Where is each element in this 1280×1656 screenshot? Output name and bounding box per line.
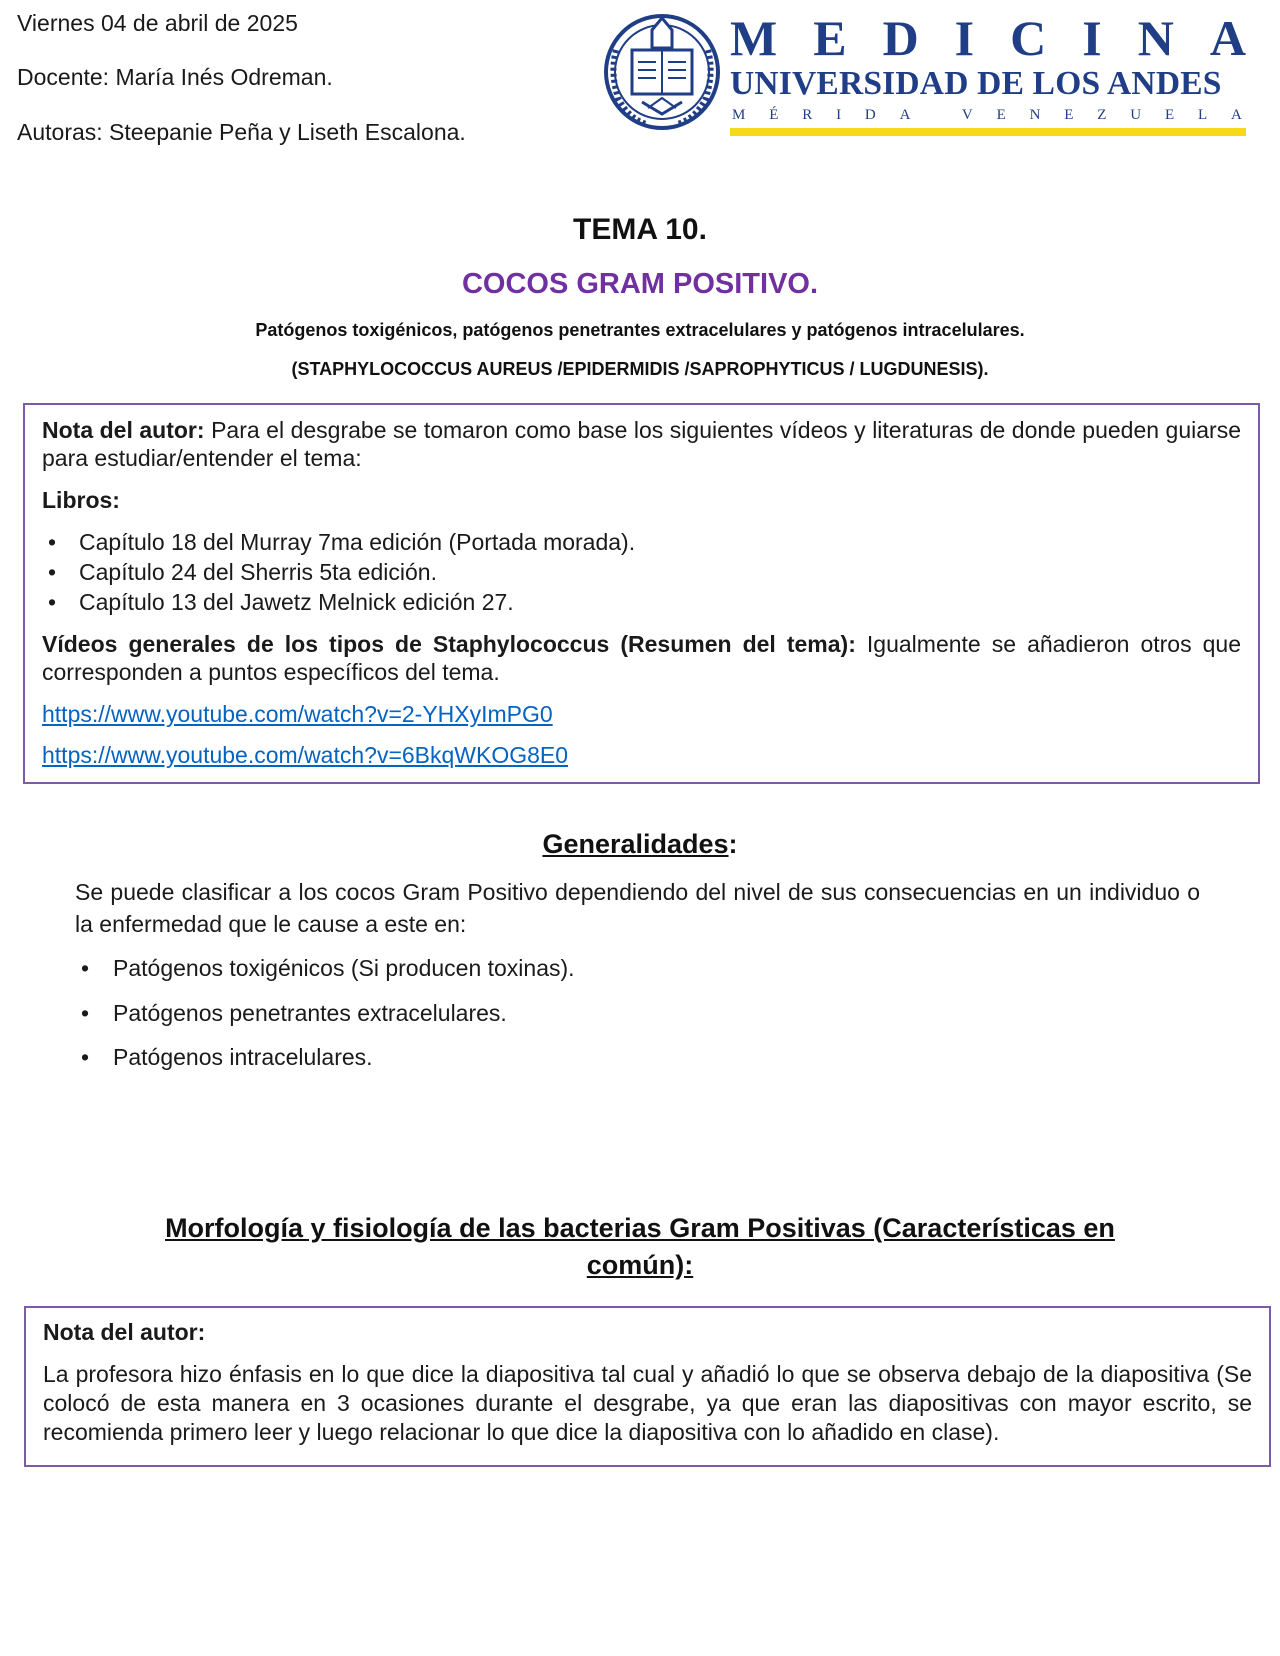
logo-letter: C [1010,10,1047,66]
logo-letter: A [1209,10,1246,66]
generalidades-intro: Se puede clasificar a los cocos Gram Positivo dependiendo del nivel de sus consecuencias en un individuo o la enfermedad que le cause a este en: [75,879,1200,937]
location-wordmark [732,106,1242,124]
book-item: Capítulo 13 del Jawetz Melnick edición 27. [79,589,514,615]
bullet-icon: • [80,955,90,981]
topic-subtitle: COCOS GRAM POSITIVO. [461,268,819,300]
logo-place-letter: E [1064,107,1074,123]
topic-description: Patógenos toxigénicos, patógenos penetrantes extracelulares y patógenos intracelulares. [255,320,1025,340]
logo-letter: E [813,10,847,66]
author-note-label: Nota del autor: [42,417,205,443]
morfologia-heading-line2 [0,1247,1280,1283]
logo-place-letter: L [1198,107,1208,123]
book-item: Capítulo 24 del Sherris 5ta edición. [79,559,437,585]
videos-text: Igualmente se añadieron otros que corresponden a puntos específicos del tema. [42,631,1241,685]
logo-place-letter: E [1164,107,1175,123]
authors-line: Autoras: Steepanie Peña y Liseth Escalona. [17,119,466,145]
logo-place-letter [934,106,938,124]
author-note-2-label: Nota del autor: [43,1319,206,1345]
university-name: UNIVERSIDAD DE LOS ANDES [730,65,1222,102]
morfologia-heading-text: Morfología y fisiología de las bacterias Gram Positivas (Características en [165,1213,1115,1243]
bullet-icon: • [47,589,57,615]
bullet-icon: • [47,559,57,585]
logo-place-letter: N [1029,107,1041,123]
author-note-box [23,403,1260,784]
morfologia-heading-line1 [0,1210,1280,1246]
book-item: Capítulo 18 del Murray 7ma edición (Portada morada). [79,529,636,555]
logo-letter: I [954,10,975,66]
topic-species: (STAPHYLOCOCCUS AUREUS /EPIDERMIDIS /SAPROPHYTICUS / LUGDUNESIS). [291,359,989,379]
medicina-ula-logo [602,10,1262,136]
logo-place-letter: R [802,107,813,123]
logo-yellow-bar [730,128,1246,136]
author-note-intro [42,416,1241,472]
logo-letter: M [730,10,778,66]
videos-label: Vídeos generales de los tipos de Staphylococcus (Resumen del tema): [42,631,856,657]
morfologia-heading-text-2: común): [586,1250,694,1280]
logo-place-letter: E [996,107,1006,123]
generalidades-heading-text: Generalidades [542,829,729,859]
logo-place-letter: M [732,107,746,123]
logo-letter: I [1082,10,1102,66]
author-note-2-text: La profesora hizo énfasis en lo que dice la diapositiva tal cual y añadió lo que se observa debajo de la diapositiva (Se colocó de esta manera en 3 ocasiones durante el desgrabe, ya que eran las diapositivas con mayor escrito, se recomienda primero leer y luego relacionar lo que dice la diapositiva con lo añadido en clase). [43,1361,1252,1445]
logo-place-letter: U [1130,107,1142,123]
logo-place-letter: Z [1097,107,1107,123]
logo-place-letter: V [961,107,973,123]
topic-title: TEMA 10. [573,213,707,246]
author-note-box-2 [24,1306,1271,1467]
logo-place-letter: I [836,107,842,123]
document-date: Viernes 04 de abril de 2025 [17,10,298,36]
classification-item: Patógenos intracelulares. [113,1044,373,1070]
bullet-icon: • [80,1000,90,1026]
video-link-2[interactable]: https://www.youtube.com/watch?v=6BkqWKOG8E0 [42,742,569,768]
bullet-icon: • [47,529,57,555]
medicina-wordmark [730,10,1246,66]
classification-item: Patógenos toxigénicos (Si producen toxinas). [113,955,575,981]
classification-item: Patógenos penetrantes extracelulares. [113,1000,507,1026]
generalidades-heading [0,826,1280,862]
logo-place-letter: A [1231,107,1242,123]
teacher-line: Docente: María Inés Odreman. [17,64,333,90]
author-note-text: Para el desgrabe se tomaron como base los siguientes vídeos y literaturas de donde pueden guiarse para estudiar/entender el tema: [42,417,1241,471]
video-link-row [42,700,1241,728]
logo-place-letter: D [864,107,876,123]
books-label: Libros: [42,487,120,513]
generalidades-heading-colon: : [728,829,738,859]
logo-letter: D [882,10,919,66]
university-seal-icon [602,10,722,132]
videos-paragraph [42,630,1241,686]
video-link-1[interactable]: https://www.youtube.com/watch?v=2-YHXyImPG0 [42,701,553,727]
video-link-row [42,741,1241,769]
bullet-icon: • [80,1044,90,1070]
logo-place-letter: A [899,107,911,123]
logo-letter: N [1137,10,1174,66]
logo-place-letter: É [769,107,779,123]
